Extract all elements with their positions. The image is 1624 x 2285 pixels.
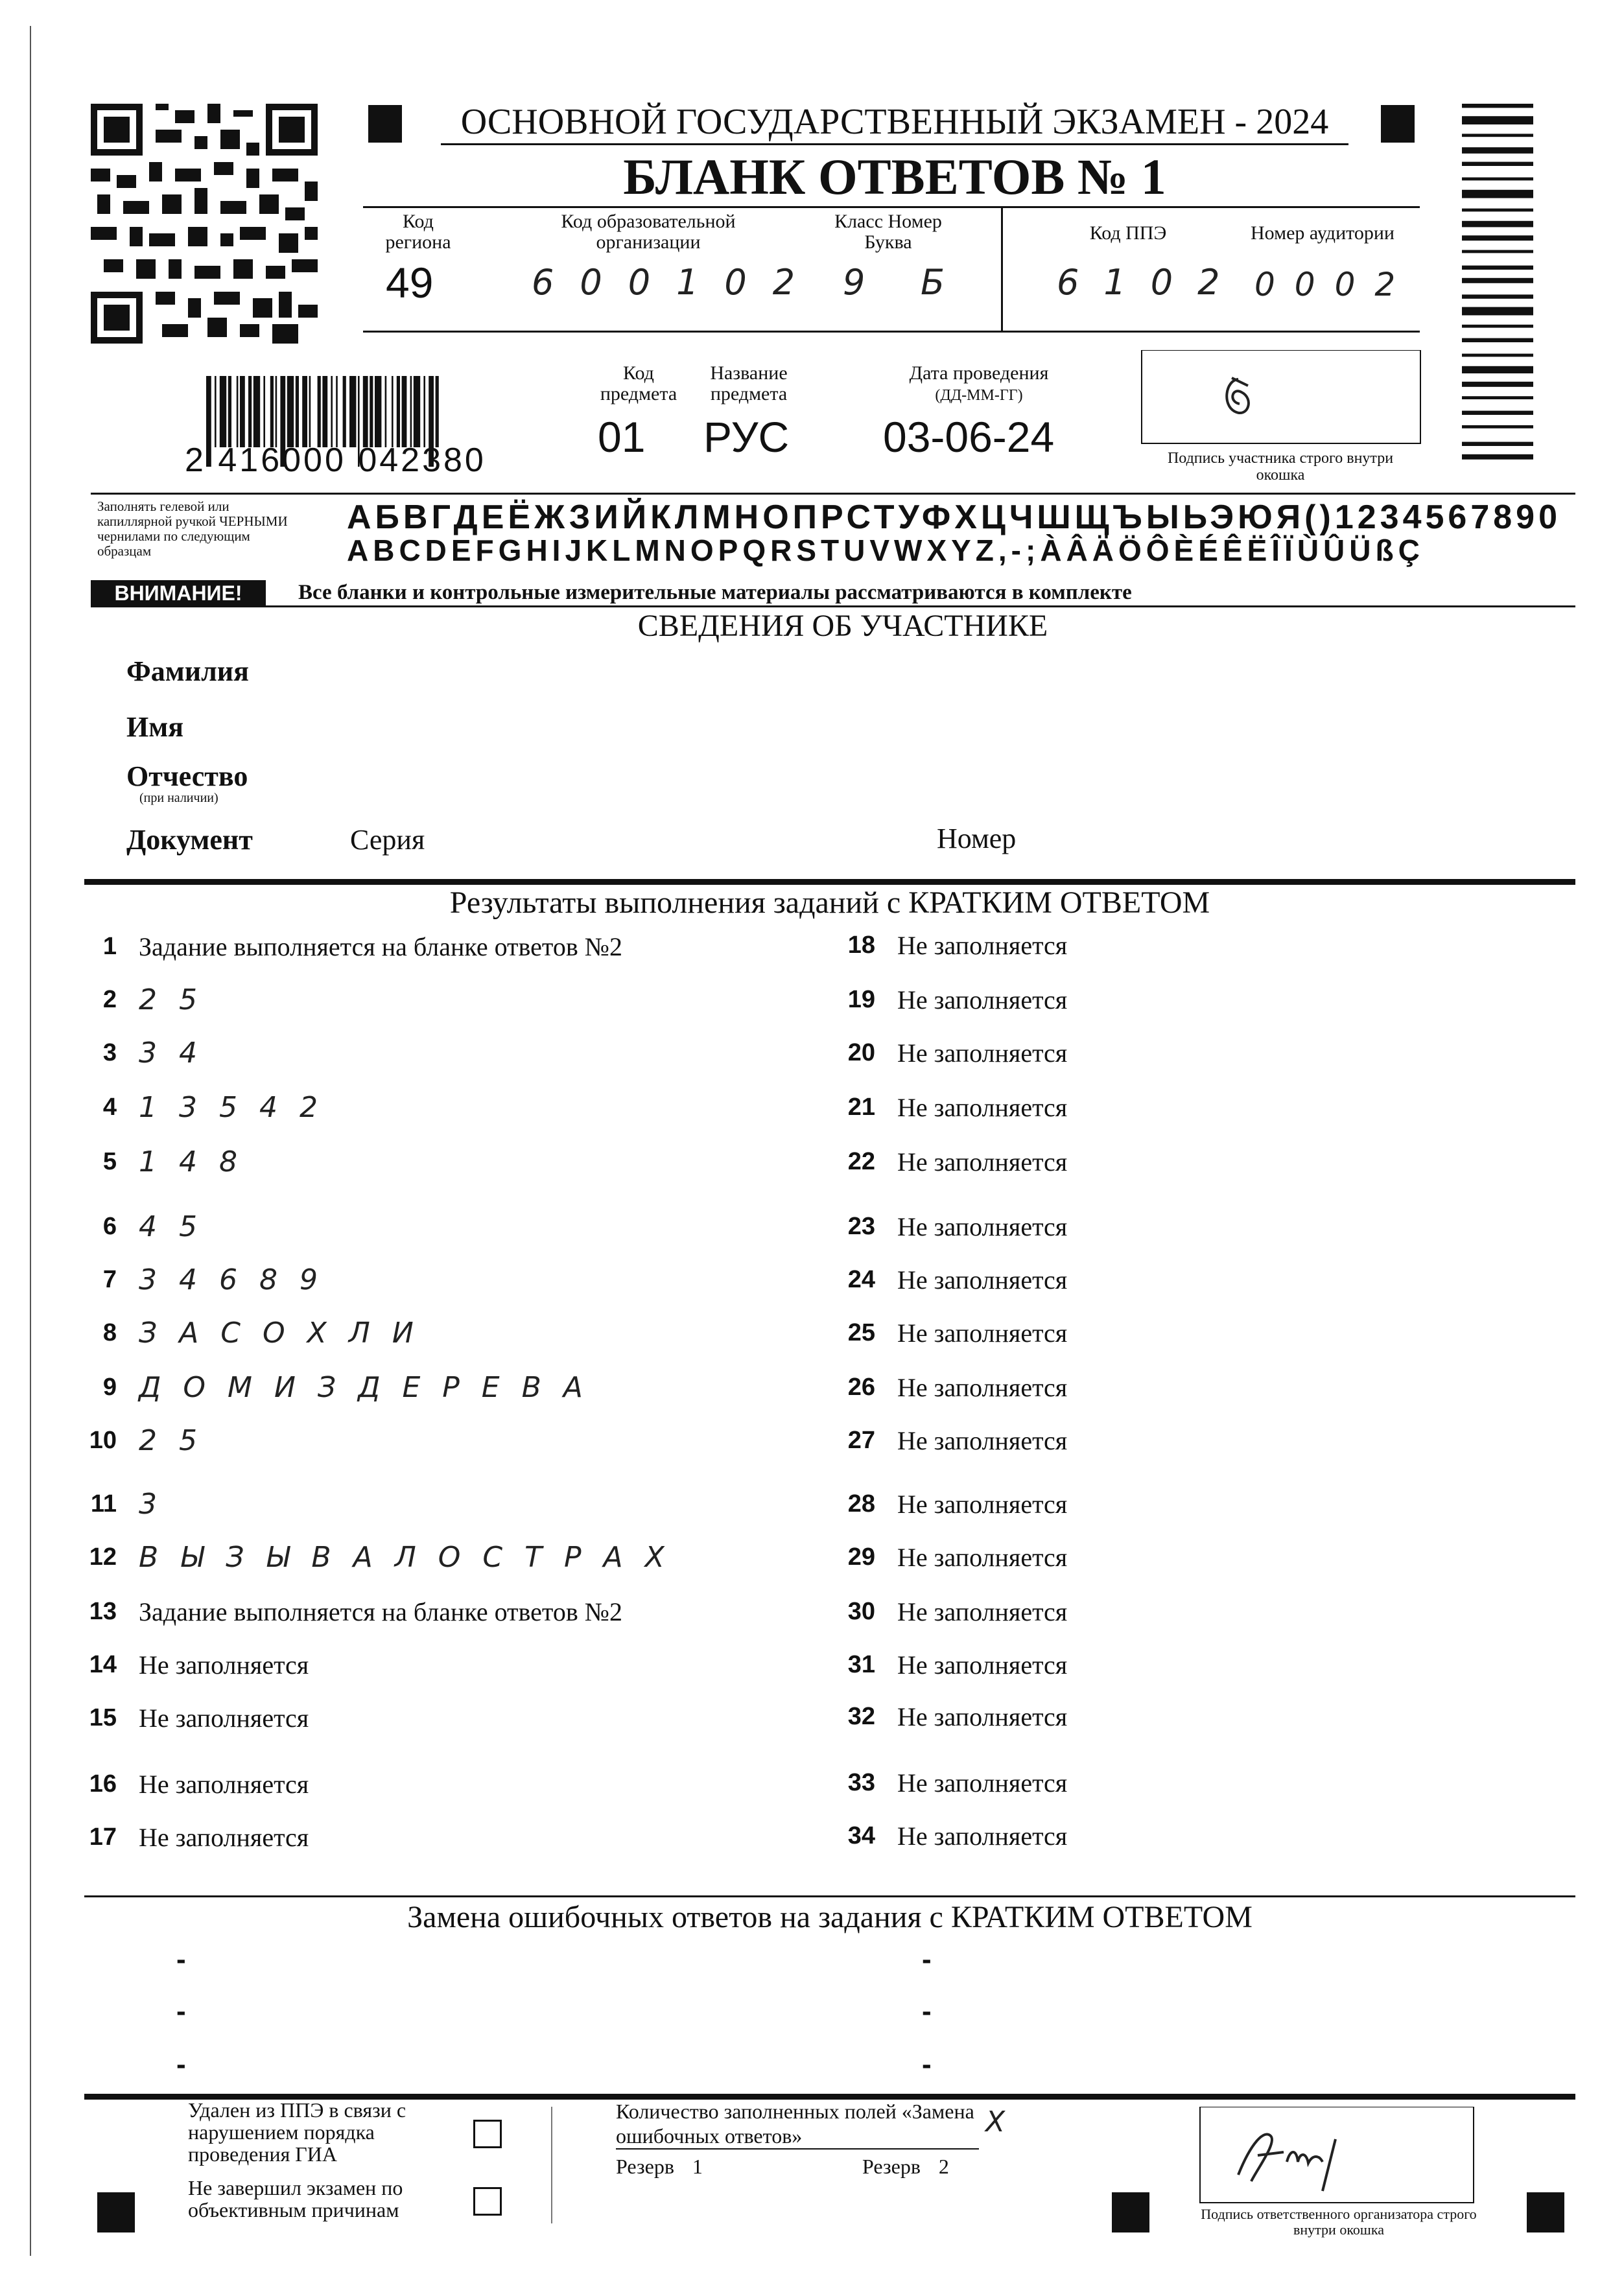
side-barcode-bar (1462, 307, 1533, 316)
answer-number: 30 (847, 1597, 875, 1625)
answer-text[interactable]: Не заполняется (897, 1147, 1068, 1177)
answer-number: 25 (847, 1318, 875, 1346)
barcode-bar (302, 376, 307, 447)
side-barcode-bar (1462, 366, 1533, 373)
not-finished-checkbox[interactable] (473, 2187, 502, 2216)
answer-row (71, 980, 219, 1019)
side-barcode-bar (1462, 396, 1533, 399)
barcode-bar (237, 376, 239, 447)
barcode-bar (410, 376, 412, 447)
answer-row (830, 1260, 1067, 1299)
barcode-bar (349, 376, 356, 447)
reserve1-label: Резерв 1 (616, 2155, 703, 2178)
barcode-bar (331, 376, 333, 447)
side-barcode-bar (1462, 221, 1533, 228)
registration-marker (368, 105, 402, 143)
participant-section-title: СВЕДЕНИЯ ОБ УЧАСТНИКЕ (637, 609, 1048, 643)
number-label: Номер (937, 823, 1017, 854)
answer-number: 29 (847, 1543, 875, 1571)
answer-row (71, 1207, 219, 1246)
answer-number: 20 (847, 1038, 875, 1066)
sample-instructions: Заполнять гелевой или капиллярной ручкой ЧЕРНЫМИ чернилами по следующим образцам (97, 498, 288, 559)
answer-text[interactable]: Не заполняется (139, 1822, 309, 1852)
answer-text[interactable]: Не заполняется (897, 1318, 1068, 1348)
replacement-dash: - (176, 1995, 186, 2027)
answer-row (71, 1421, 219, 1460)
answer-row (830, 1142, 1067, 1181)
answer-row (71, 1368, 605, 1407)
side-barcode-bar (1462, 235, 1533, 240)
answer-row (71, 1592, 622, 1631)
answer-number: 33 (847, 1768, 875, 1796)
barcode-bar (402, 376, 407, 447)
replacement-dash: - (922, 1995, 932, 2027)
answer-row (830, 1484, 1067, 1523)
document-label: Документ (126, 824, 253, 856)
answer-row (830, 1207, 1067, 1246)
answer-number: 24 (847, 1265, 875, 1293)
barcode-bar (392, 376, 394, 447)
room-label: Номер аудитории (1251, 222, 1395, 244)
answer-row (830, 1592, 1067, 1631)
answer-row (71, 927, 622, 966)
answer-number: 31 (847, 1650, 875, 1678)
org-signature-caption: Подпись ответственного организатора строго внутри окошка (1201, 2206, 1477, 2238)
answer-row (830, 1816, 1067, 1855)
answer-row (71, 1764, 309, 1803)
barcode-bar (228, 376, 231, 447)
not-finished-label: Не завершил экзамен по объективным причинам (188, 2176, 403, 2221)
replacement-dash: - (176, 1943, 186, 1975)
answer-text[interactable]: Не заполняется (897, 1212, 1068, 1241)
footer-divider (551, 2107, 552, 2223)
answer-row (71, 1484, 179, 1523)
patronymic-label: Отчество (126, 760, 248, 792)
answer-number: 7 (102, 1265, 117, 1293)
attention-badge: ВНИМАНИЕ! (91, 580, 266, 606)
barcode-bar (309, 376, 311, 447)
answer-handwritten[interactable]: 45 (139, 1210, 219, 1243)
barcode-bar (248, 376, 252, 447)
barcode-bar (385, 376, 387, 447)
barcode-bar (240, 376, 245, 447)
participant-signature-box[interactable] (1141, 350, 1421, 444)
side-barcode-bar (1462, 382, 1533, 387)
answer-row (71, 1818, 309, 1857)
sample-cyrillic: АБВГДЕЁЖЗИЙКЛМНОПРСТУФХЦЧШЩЪЫЬЭЮЯ()1234567890 (347, 498, 1562, 536)
qr-code (91, 104, 318, 344)
org-signature (1225, 2116, 1374, 2194)
answer-row (71, 1088, 340, 1127)
removed-checkbox[interactable] (473, 2120, 502, 2148)
attention-text: Все бланки и контрольные измерительные материалы рассматриваются в комплекте (298, 581, 1132, 604)
answer-text[interactable]: Не заполняется (897, 1489, 1068, 1519)
side-barcode (1462, 104, 1533, 486)
barcode-bar (263, 376, 265, 447)
answer-text[interactable]: Не заполняется (897, 1542, 1068, 1572)
answer-number: 23 (847, 1212, 875, 1240)
side-barcode-bar (1462, 354, 1533, 357)
answer-row (830, 1033, 1067, 1072)
region-value: 49 (386, 259, 434, 307)
answer-number: 15 (89, 1704, 117, 1731)
answer-row (71, 1698, 309, 1737)
answer-row (71, 1033, 219, 1072)
answer-row (830, 1697, 1067, 1736)
class-letter: Б (921, 262, 959, 303)
side-barcode-bar (1462, 116, 1533, 124)
side-barcode-bar (1462, 454, 1533, 460)
subject-code-label: Код предмета (600, 362, 677, 404)
answer-text[interactable]: Не заполняется (897, 985, 1068, 1014)
answer-number: 17 (89, 1823, 117, 1851)
answer-text[interactable]: Не заполняется (897, 1650, 1068, 1680)
answer-number: 12 (89, 1543, 117, 1571)
barcode-bar (375, 376, 381, 447)
barcode-bar (370, 376, 373, 447)
answer-text[interactable]: Не заполняется (139, 1650, 309, 1680)
exam-title: ОСНОВНОЙ ГОСУДАРСТВЕННЫЙ ЭКЗАМЕН - 2024 (441, 100, 1348, 145)
region-label: Код региона (385, 211, 451, 253)
date-label: Дата проведения (909, 362, 1049, 384)
count-value: Х (985, 2105, 1020, 2139)
answer-number: 14 (89, 1650, 117, 1678)
side-barcode-bar (1462, 104, 1533, 108)
side-barcode-bar (1462, 250, 1533, 253)
answer-handwritten[interactable]: 3 (139, 1487, 179, 1521)
barcode-bar (336, 376, 338, 447)
answer-text[interactable]: Не заполняется (897, 1038, 1068, 1068)
side-barcode-bar (1462, 278, 1533, 283)
answer-handwritten[interactable]: 34689 (139, 1263, 340, 1296)
answer-handwritten[interactable]: 25 (139, 983, 219, 1016)
registration-marker (1381, 105, 1415, 143)
answer-number: 18 (847, 931, 875, 959)
class-number: 9 (843, 262, 880, 303)
side-barcode-bar (1462, 338, 1533, 342)
ppe-label: Код ППЭ (1089, 222, 1167, 244)
answer-number: 32 (847, 1702, 875, 1730)
barcode-bar (436, 376, 439, 447)
answer-handwritten[interactable]: 148 (139, 1145, 259, 1178)
barcode-bar (270, 376, 274, 447)
side-barcode-bar (1462, 162, 1533, 166)
participant-signature-caption: Подпись участника строго внутри окошка (1167, 450, 1394, 484)
answer-number: 2 (102, 985, 117, 1013)
replacement-dash: - (922, 2048, 932, 2080)
attention-line (91, 605, 1575, 607)
answer-text[interactable]: Задание выполняется на бланке ответов №2 (139, 1597, 622, 1626)
answer-row (830, 1538, 1067, 1576)
answer-handwritten[interactable]: ЗАСОХЛИ (139, 1316, 436, 1350)
barcode-bar (215, 376, 217, 447)
subject-name-value: РУС (703, 413, 790, 461)
subject-name-label: Название предмета (710, 362, 788, 404)
side-barcode-bar (1462, 178, 1533, 181)
answer-number: 8 (102, 1318, 117, 1346)
answer-row (71, 1260, 340, 1299)
answer-row (830, 1368, 1067, 1407)
barcode-bar (397, 376, 400, 447)
answer-handwritten[interactable]: 25 (139, 1424, 219, 1457)
barcode-bar (296, 376, 299, 447)
answer-number: 9 (102, 1373, 117, 1401)
org-label: Код образовательной организации (561, 211, 736, 253)
date-sub-label: (ДД-ММ-ГГ) (935, 387, 1023, 404)
results-top-line (84, 879, 1575, 885)
barcode-bar (253, 376, 260, 447)
reserve2-label: Резерв 2 (862, 2155, 949, 2178)
answer-number: 3 (102, 1038, 117, 1066)
replacement-dash: - (922, 1943, 932, 1975)
barcode-bar (287, 376, 294, 447)
answer-row (71, 1313, 436, 1352)
barcode-bar (276, 376, 277, 447)
answer-row (71, 1538, 687, 1576)
answer-number: 4 (102, 1093, 117, 1121)
answer-number: 19 (847, 985, 875, 1013)
org-value: 600102 (532, 262, 821, 303)
answer-number: 16 (89, 1770, 117, 1798)
series-label: Серия (350, 824, 425, 856)
page-margin-line (30, 26, 31, 2256)
answer-text[interactable]: Не заполняется (139, 1769, 309, 1799)
name-label: Имя (126, 711, 183, 743)
side-barcode-bar (1462, 266, 1533, 270)
replacement-dash: - (176, 2048, 186, 2080)
codes-divider (1001, 207, 1003, 332)
answer-number: 6 (102, 1212, 117, 1240)
side-barcode-bar (1462, 147, 1533, 154)
answer-number: 1 (102, 932, 117, 960)
answer-text[interactable]: Не заполняется (897, 1425, 1068, 1455)
class-label: Класс Номер Буква (834, 211, 942, 253)
answer-row (71, 1645, 309, 1684)
answer-row (830, 980, 1067, 1019)
answer-number: 10 (89, 1426, 117, 1454)
codes-bottom-line (363, 331, 1420, 333)
answer-row (830, 926, 1067, 965)
barcode-number: 2 416000 042380 (185, 441, 486, 479)
results-title: Результаты выполнения заданий с КРАТКИМ ОТВЕТОМ (449, 885, 1210, 920)
sample-top-line (91, 493, 1575, 495)
barcode-bar (318, 376, 321, 447)
answer-number: 27 (847, 1426, 875, 1454)
side-barcode-bar (1462, 411, 1533, 415)
answer-row (830, 1763, 1067, 1802)
registration-marker (97, 2192, 135, 2232)
answer-text[interactable]: Не заполняется (897, 930, 1068, 960)
barcode-bar (363, 376, 368, 447)
registration-marker (1527, 2192, 1564, 2232)
answer-row (830, 1645, 1067, 1684)
answer-number: 22 (847, 1147, 875, 1175)
answer-number: 13 (89, 1597, 117, 1625)
replacement-top-line (84, 1895, 1575, 1897)
registration-marker (1112, 2192, 1149, 2232)
subject-code-value: 01 (598, 413, 646, 461)
removed-label: Удален из ППЭ в связи с нарушением порядка проведения ГИА (188, 2098, 406, 2166)
answer-text[interactable]: Не заполняется (897, 1702, 1068, 1731)
surname-label: Фамилия (126, 655, 249, 687)
answer-number: 5 (102, 1147, 117, 1175)
room-value: 0002 (1254, 266, 1415, 303)
answer-number: 26 (847, 1373, 875, 1401)
side-barcode-bar (1462, 209, 1533, 212)
side-barcode-bar (1462, 190, 1533, 198)
participant-signature (1212, 373, 1264, 425)
side-barcode-bar (1462, 442, 1533, 446)
answer-number: 34 (847, 1822, 875, 1849)
side-barcode-bar (1462, 294, 1533, 298)
answer-text[interactable]: Не заполняется (139, 1703, 309, 1733)
answer-number: 28 (847, 1490, 875, 1517)
form-title: БЛАНК ОТВЕТОВ № 1 (623, 148, 1166, 205)
answer-text[interactable]: Не заполняется (897, 1265, 1068, 1295)
count-label: Количество заполненных полей «Замена ошибочных ответов» (616, 2099, 979, 2150)
answer-handwritten[interactable]: 13542 (139, 1090, 340, 1124)
answer-text[interactable]: Не заполняется (897, 1372, 1068, 1402)
answer-text[interactable]: Не заполняется (897, 1768, 1068, 1798)
barcode-bar (423, 376, 425, 447)
answer-number: 11 (90, 1490, 117, 1517)
answer-text[interactable]: Не заполняется (897, 1092, 1068, 1122)
ppe-value: 6102 (1057, 262, 1245, 303)
replacement-title: Замена ошибочных ответов на задания с КРАТКИМ ОТВЕТОМ (407, 1900, 1253, 1934)
patronymic-note: (при наличии) (139, 791, 218, 805)
answer-handwritten[interactable]: ДОМИЗДЕРЕВА (139, 1370, 605, 1404)
answer-text[interactable]: Не заполняется (897, 1597, 1068, 1626)
answer-row (830, 1313, 1067, 1352)
answer-row (830, 1421, 1067, 1460)
barcode-bar (322, 376, 327, 447)
answer-number: 21 (847, 1093, 875, 1121)
answer-text[interactable]: Не заполняется (897, 1821, 1068, 1851)
barcode-bar (414, 376, 420, 447)
side-barcode-bar (1462, 134, 1533, 137)
side-barcode-bar (1462, 425, 1533, 428)
date-value: 03-06-24 (883, 413, 1055, 461)
sample-latin: ABCDEFGHIJKLMNOPQRSTUVWXYZ,-;ÀÂÄÖÔÈÉÊËÎÏÙÛÜßÇ (347, 533, 1424, 567)
answer-handwritten[interactable]: 34 (139, 1036, 219, 1070)
barcode-bar (220, 376, 226, 447)
codes-top-line (363, 206, 1420, 208)
answer-handwritten[interactable]: ВЫЗЫВАЛОСТРАХ (139, 1540, 687, 1574)
answer-row (71, 1142, 259, 1181)
answer-text[interactable]: Задание выполняется на бланке ответов №2 (139, 932, 622, 961)
side-barcode-bar (1462, 325, 1533, 328)
barcode-bar (343, 376, 346, 447)
answer-row (830, 1088, 1067, 1127)
